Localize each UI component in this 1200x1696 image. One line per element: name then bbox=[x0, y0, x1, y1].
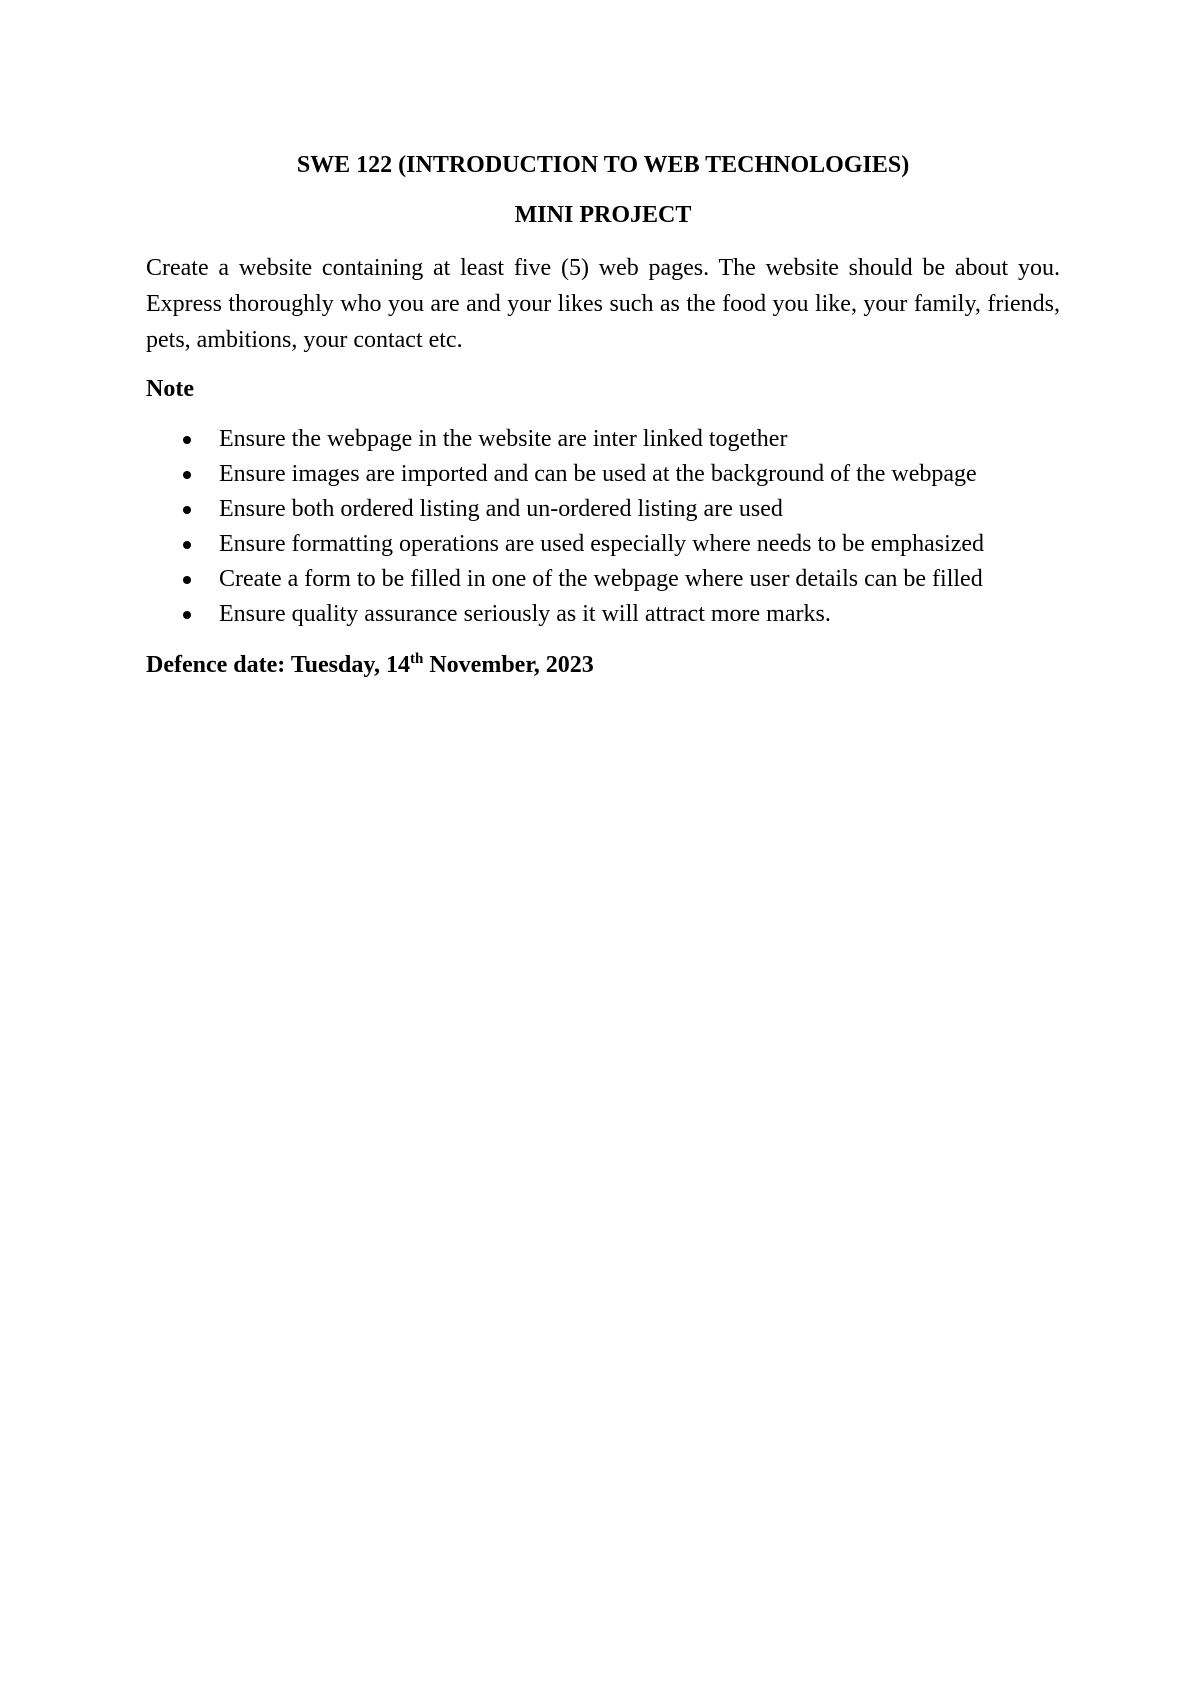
list-item bbox=[146, 597, 1060, 632]
document-content bbox=[146, 148, 1060, 682]
defence-date bbox=[146, 648, 1060, 682]
bullet-icon bbox=[183, 541, 191, 549]
list-item bbox=[146, 422, 1060, 457]
requirements-list bbox=[146, 422, 1060, 632]
list-item bbox=[146, 492, 1060, 527]
list-item-text: Ensure both ordered listing and un-ordered listing are used bbox=[219, 496, 783, 522]
bullet-icon bbox=[183, 576, 191, 584]
list-item-text: Create a form to be filled in one of the webpage where user details can be filled bbox=[219, 566, 983, 592]
list-item-text: Ensure quality assurance seriously as it will attract more marks. bbox=[219, 601, 831, 627]
intro-paragraph: Create a website containing at least five (5) web pages. The website should be about you. Express thoroughly who you are and your likes such as the food you like, your family, friends, pets, ambitions, your contact etc. bbox=[146, 255, 1060, 353]
defence-date-suffix: November, 2023 bbox=[423, 652, 594, 678]
list-item-text: Ensure images are imported and can be used at the background of the webpage bbox=[219, 461, 977, 487]
document-subtitle: MINI PROJECT bbox=[514, 202, 692, 228]
list-item-text: Ensure the webpage in the website are inter linked together bbox=[219, 426, 788, 452]
bullet-icon bbox=[183, 471, 191, 479]
bullet-icon bbox=[183, 436, 191, 444]
document-title: SWE 122 (INTRODUCTION TO WEB TECHNOLOGIES) bbox=[296, 152, 910, 178]
bullet-icon bbox=[183, 611, 191, 619]
list-item-text: Ensure formatting operations are used especially where needs to be emphasized bbox=[219, 531, 985, 557]
list-item bbox=[146, 527, 1060, 562]
bullet-icon bbox=[183, 506, 191, 514]
defence-date-ordinal: th bbox=[410, 651, 424, 667]
list-item bbox=[146, 457, 1060, 492]
list-item bbox=[146, 562, 1060, 597]
defence-date-prefix: Defence date: Tuesday, 14 bbox=[146, 652, 410, 678]
note-heading: Note bbox=[146, 376, 194, 402]
